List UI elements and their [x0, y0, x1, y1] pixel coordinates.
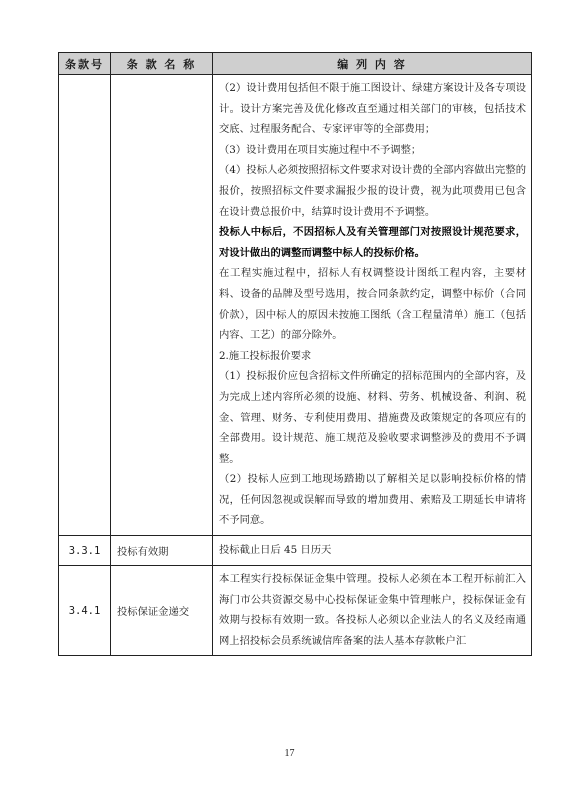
- paragraph: （2）投标人应到工地现场踏勘以了解相关足以影响投标价格的情况，任何因忽视或误解而导致的增加费用、索赔及工期延长申请将不予同意。: [219, 473, 526, 527]
- clause-name: 投标有效期: [111, 536, 213, 566]
- table-row: [59, 566, 532, 656]
- paragraph: 在工程实施过程中，招标人有权调整设计图纸工程内容，主要材料、设备的品牌及型号选用，按合同条款约定，调整中标价（合同价款），因中标人的原因未按施工图纸（含工程量清单）施工（包括内容、工艺）的部分除外。: [219, 267, 526, 342]
- bold-paragraph: 投标人中标后，不因招标人及有关管理部门对按照设计规范要求，对设计做出的调整而调整中标人的投标价格。: [219, 226, 526, 259]
- table-row: [59, 75, 532, 536]
- clause-number: 3.4.1: [59, 566, 111, 656]
- paragraph: （1）投标报价应包含招标文件所确定的招标范围内的全部内容，及为完成上述内容所必须的设施、材料、劳务、机械设备、利润、税金、管理、财务、专利使用费用、措施费及政策规定的各项应有的全部费用。设计规范、施工规范及验收要求调整涉及的费用不予调整。: [219, 370, 526, 465]
- table-header-row: [59, 53, 532, 75]
- clause-number: 3.3.1: [59, 536, 111, 566]
- table-row: [59, 536, 532, 566]
- clause-content: 本工程实行投标保证金集中管理。投标人必须在本工程开标前汇入海门市公共资源交易中心投标保证金集中管理帐户，投标保证金有效期与投标有效期一致。各投标人必须以企业法人的名义及经南通网上招投标会员系统诚信库备案的法人基本存款帐户汇: [213, 566, 532, 656]
- header-clause-name: 条 款 名 称: [111, 53, 213, 75]
- clause-name: 投标保证金递交: [111, 566, 213, 656]
- content-cell: [213, 75, 532, 536]
- section-heading: 2.施工投标报价要求: [219, 349, 312, 362]
- clause-name-cell: [111, 75, 213, 536]
- clause-table-page: [58, 52, 532, 656]
- header-clause-number: 条款号: [59, 53, 111, 75]
- clause-content: 投标截止日后 45 日历天: [213, 536, 532, 566]
- page-number: 17: [284, 748, 295, 759]
- header-content: 编 列 内 容: [213, 53, 532, 75]
- paragraph: （4）投标人必须按照招标文件要求对设计费的全部内容做出完整的报价，按照招标文件要求漏报少报的设计费，视为此项费用已包含在设计费总报价中，结算时设计费用不予调整。: [219, 164, 526, 218]
- paragraph: （2）设计费用包括但不限于施工图设计、绿建方案设计及各专项设计。设计方案完善及优化修改直至通过相关部门的审核，包括技术交底、过程服务配合、专家评审等的全部费用；: [219, 82, 526, 136]
- clause-table: [58, 52, 532, 656]
- clause-number-cell: [59, 75, 111, 536]
- paragraph: （3）设计费用在项目实施过程中不予调整；: [219, 143, 422, 156]
